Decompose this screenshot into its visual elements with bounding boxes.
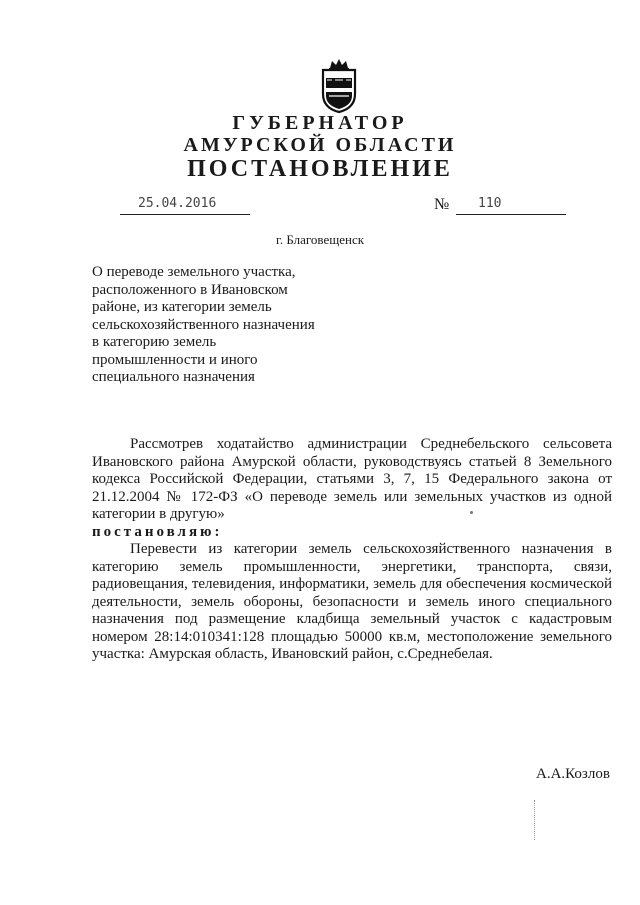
document-type-heading: ПОСТАНОВЛЕНИЕ bbox=[187, 156, 453, 182]
date-value: 25.04.2016 bbox=[138, 196, 217, 211]
resolve-line: постановляю: bbox=[92, 523, 223, 540]
city-line: г. Благовещенск bbox=[275, 232, 365, 247]
document-body bbox=[92, 436, 612, 664]
scan-artifact-line bbox=[534, 800, 536, 840]
number-sign: № bbox=[434, 196, 450, 213]
number-field bbox=[456, 198, 566, 215]
intro-paragraph: Рассмотрев ходатайство администрации Среднебельского сельсовета Ивановского района Амурской области, руководствуясь статьей 8 Земельного кодекса Российской Федерации, статьями 3, 7, 15 Федерального закона от 21.12.2004 № 172-ФЗ «О переводе земель или земельных участков из одной категории в другую» bbox=[92, 436, 612, 522]
date-field bbox=[120, 198, 250, 215]
decision-paragraph: Перевести из категории земель сельскохозяйственного назначения в категорию земель промышленности, энергетики, транспорта, связи, радиовещания, телевидения, информатики, земель для обеспечения космической деятельности, земель обороны, безопасности и земель иного специального назначения под размещение кладбища земельный участок с кадастровым номером 28:14:010341:128 площадью 50000 кв.м, местоположение земельного участка: Амурская область, Ивановский район, с.Среднебелая. bbox=[92, 541, 612, 662]
scan-speck bbox=[470, 511, 473, 514]
governor-heading: ГУБЕРНАТОР bbox=[232, 112, 408, 134]
region-heading: АМУРСКОЙ ОБЛАСТИ bbox=[183, 134, 457, 156]
number-value: 110 bbox=[478, 196, 502, 211]
subject-block: О переводе земельного участка, расположенного в Ивановском районе, из категории земель сельскохозяйственного назначения в категорию земель промышленности и иного специального назначения bbox=[92, 264, 315, 385]
coat-of-arms-icon bbox=[318, 58, 360, 114]
signature-name: А.А.Козлов bbox=[536, 766, 610, 782]
